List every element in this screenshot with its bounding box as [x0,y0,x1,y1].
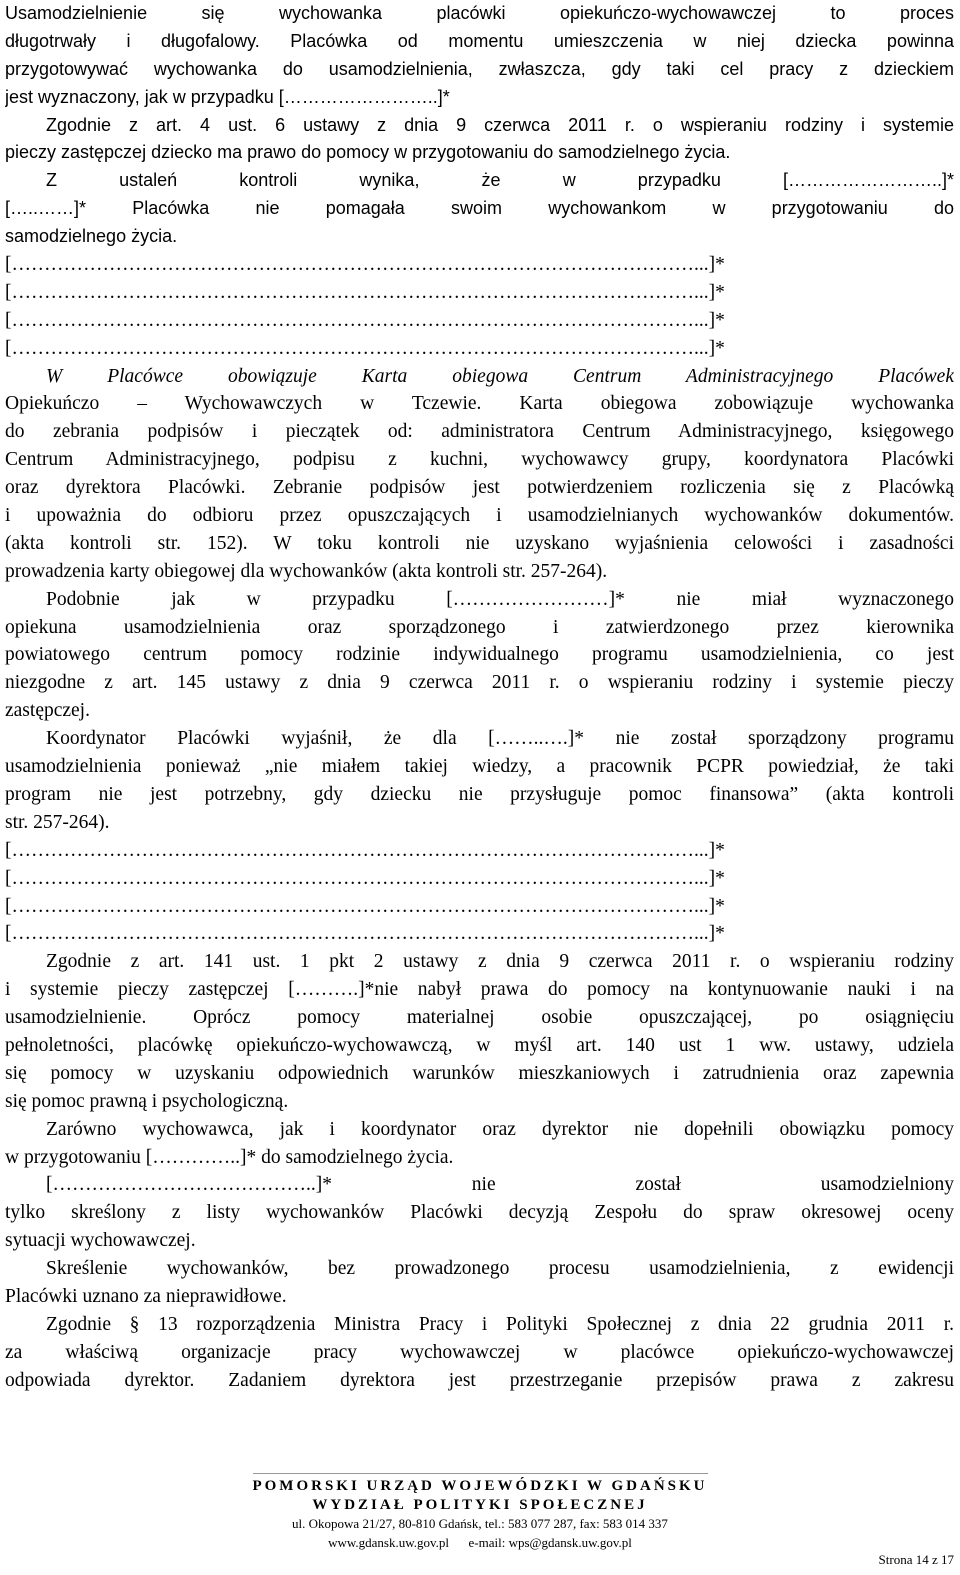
text-line: usamodzielnienia ponieważ „nie miałem takiej wiedzy, a pracownik PCPR powiedział, że taki [5,756,954,778]
text-line: się pomocy w uzyskaniu odpowiednich warunków mieszkaniowych i zatrudnienia oraz zapewnia [5,1062,954,1084]
text-line: i upoważnia do odbioru przez opuszczających i usamodzielnianych wychowanków dokumentów. [5,505,954,527]
text-line: [……………………………………………………………………………………………...]* [5,867,725,889]
text-line: zastępczej. [5,700,90,722]
text-line: i systemie pieczy zastępczej [……….]*nie nabył prawa do pomocy na kontynuowanie nauki i na [5,979,954,1001]
text-line: Podobnie jak w przypadku [……………………]* nie miał wyznaczonego [46,588,954,610]
text-line: [……………………………………………………………………………………………...]* [5,337,725,359]
text-line: [……………………………………………………………………………………………...]* [5,254,725,276]
text-line: prowadzenia karty obiegowej dla wychowanków (akta kontroli str. 257-264). [5,560,608,582]
text-line: [……………………………………………………………………………………………...]* [5,839,725,861]
text-line: Zgodnie z art. 141 ust. 1 pkt 2 ustawy z dnia 9 czerwca 2011 r. o wspieraniu rodziny [46,951,954,973]
text-line: oraz dyrektora Placówki. Zebranie podpisów jest potwierdzeniem rozliczenia się z Placówką [5,477,954,499]
footer-organization: POMORSKI URZĄD WOJEWÓDZKI W GDAŃSKU [252,1478,708,1494]
text-line: [……………………………………………………………………………………………...]* [5,309,725,331]
text-line: tylko skreślony z listy wychowanków Placówki decyzją Zespołu do spraw okresowej oceny [5,1202,954,1224]
text-line: za właściwą organizacje pracy wychowawczej w placówce opiekuńczo-wychowawczej [5,1341,954,1363]
text-line: Usamodzielnienie się wychowanka placówki opiekuńczo-wychowawczej to proces [5,3,954,23]
text-line: długotrwały i długofalowy. Placówka od momentu umieszczenia w niej dziecka powinna [5,30,954,51]
text-line: […..……]* Placówka nie pomagała swoim wychowankom w przygotowaniu do [5,198,954,219]
text-line: odpowiada dyrektor. Zadaniem dyrektora jest przestrzeganie przepisów prawa z zakresu [5,1369,954,1391]
text-line: Skreślenie wychowanków, bez prowadzonego procesu usamodzielnienia, z ewidencji [46,1258,954,1280]
text-line: Zgodnie § 13 rozporządzenia Ministra Pracy i Polityki Społecznej z dnia 22 grudnia 2011 r. [46,1313,954,1335]
text-line: Koordynator Placówki wyjaśnił, że dla [……..….]* nie został sporządzony programu [46,728,954,750]
text-line: samodzielnego życia. [5,226,178,247]
text-line: (akta kontroli str. 152). W toku kontroli nie uzyskano wyjaśnienia celowości i zasadności [5,532,954,554]
text-line: […………………………………..]* nie został usamodzielniony [46,1174,954,1196]
document-body [5,0,954,1395]
page-number: Strona 14 z 17 [878,1552,954,1567]
text-line: niezgodne z art. 145 ustawy z dnia 9 czerwca 2011 r. o wspieraniu rodziny i systemie pieczy [5,672,954,694]
footer-contact: www.gdansk.uw.gov.pl e-mail: wps@gdansk.uw.gov.pl [328,1535,632,1550]
text-line: [……………………………………………………………………………………………...]* [5,923,725,945]
text-line: [……………………………………………………………………………………………...]* [5,895,725,917]
footer-department: WYDZIAŁ POLITYKI SPOŁECZNEJ [312,1497,648,1513]
text-line: Zarówno wychowawca, jak i koordynator oraz dyrektor nie dopełnili obowiązku pomocy [46,1118,954,1140]
text-line: Centrum Administracyjnego, podpisu z kuchni, wychowawcy grupy, koordynatora Placówki [5,449,954,471]
text-line: powiatowego centrum pomocy rodzinie indywidualnego programu usamodzielnienia, co jest [5,644,954,666]
text-line: się pomoc prawną i psychologiczną. [5,1090,289,1112]
text-line: str. 257-264). [5,811,110,833]
text-line: do zebrania podpisów i pieczątek od: administratora Centrum Administracyjnego, księgowego [5,421,954,443]
text-line: program nie jest potrzebny, gdy dziecku nie przysługuje pomoc finansowa” (akta kontroli [5,783,954,805]
text-line: Placówki uznano za nieprawidłowe. [5,1285,287,1307]
text-line: jest wyznaczony, jak w przypadku [……………………..]* [5,86,450,107]
text-line: usamodzielnienie. Oprócz pomocy materialnej osobie opuszczającej, po osiągnięciu [5,1007,954,1029]
text-line: W Placówce obowiązuje Karta obiegowa Centrum Administracyjnego Placówek [46,365,954,387]
text-line: w przygotowaniu […………..]* do samodzielnego życia. [5,1146,454,1168]
text-line: opiekuna usamodzielnienia oraz sporządzonego i zatwierdzonego przez kierownika [5,616,954,638]
text-line: [……………………………………………………………………………………………...]* [5,281,725,303]
text-line: pieczy zastępczej dziecko ma prawo do pomocy w przygotowaniu do samodzielnego życia. [5,142,731,163]
text-line: pełnoletności, placówkę opiekuńczo-wychowawczą, w myśl art. 140 ust 1 ww. ustawy, udziela [5,1034,954,1056]
text-line: przygotowywać wychowanka do usamodzielnienia, zwłaszcza, gdy taki cel pracy z dzieckiem [5,58,954,79]
text-line: sytuacji wychowawczej. [5,1230,196,1252]
footer-divider [253,1473,708,1474]
text-line: Z ustaleń kontroli wynika, że w przypadku [……………………..]* [46,170,954,191]
footer-address: ul. Okopowa 21/27, 80-810 Gdańsk, tel.: 583 077 287, fax: 583 014 337 [292,1516,668,1531]
text-line: Opiekuńczo – Wychowawczych w Tczewie. Karta obiegowa zobowiązuje wychowanka [5,393,954,415]
text-line: Zgodnie z art. 4 ust. 6 ustawy z dnia 9 czerwca 2011 r. o wspieraniu rodziny i systemie [46,114,954,135]
